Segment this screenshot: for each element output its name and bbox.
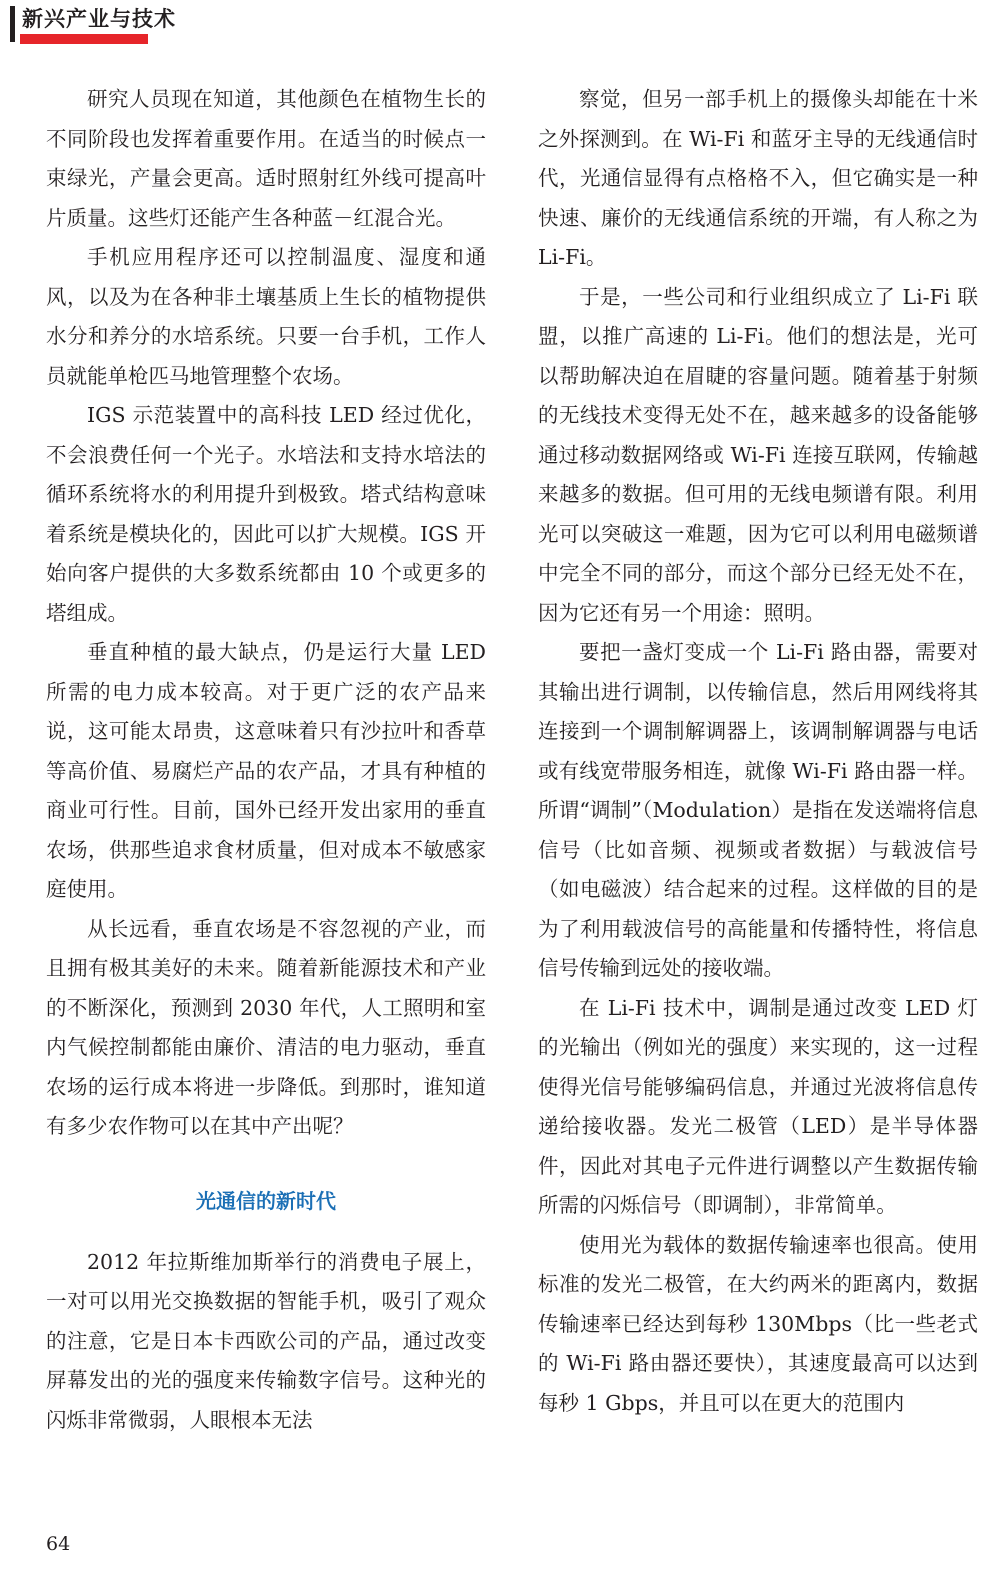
section-title: 新兴产业与技术 bbox=[22, 7, 176, 31]
page-number: 64 bbox=[46, 1533, 71, 1555]
paragraph-text: 于是，一些公司和行业组织成立了 Li-Fi 联盟，以推广高速的 Li-Fi。他们的想法是， bbox=[538, 284, 978, 348]
paragraph: 研究人员现在知道，其他颜色在植物生长的不同阶段也发挥着重要作用。在适当的时候点一束绿光，产量会更高。适时照射红外线可提高叶片质量。这些灯还能产生各种蓝－红混合光。 bbox=[46, 87, 486, 230]
paragraph: IGS 示范装置中的高科技 LED 经过优化，不会浪费任何一个光子。水培法和支持水培法的循环系统将水的利用提升到极致。塔式结构意味着系统是模块化的，因此可以扩大规模。IGS 开始向客户提供的大多数系统都由 10 个或更多的塔组成。 bbox=[46, 403, 486, 625]
section-heading: 光通信的新时代 bbox=[196, 1188, 336, 1213]
paragraph bbox=[538, 1226, 978, 1424]
paragraph: 手机应用程序还可以控制温度、湿度和通风，以及为在各种非土壤基质上生长的植物提供水分和养分的水培系统。只要一台手机，工作人员就能单枪匹马地管理整个农场。 bbox=[46, 245, 486, 388]
paragraph: 察觉，但另一部手机上的摄像头却能在十米之外探测到。在 Wi-Fi 和蓝牙主导的无线通信时代，光通信显得有点格格不入，但它确实是一种快速、廉价的无线通信系统的开端，有人称之为 Li-Fi。 bbox=[538, 87, 978, 269]
header-vertical-bar bbox=[10, 6, 15, 42]
left-column bbox=[46, 80, 486, 1440]
page-header bbox=[0, 0, 1000, 50]
header-red-rule bbox=[20, 34, 148, 44]
paragraph-text: 。随着基于射频的无线技术变得无处不在，越来越多的设备能够通过移动数据网络或 Wi-Fi 连接互联网，传输越来越多的数据。但可用的无线电频谱有限。利用光可以突破这一难题，因为它可以利用电磁频谱中完全不同的部分，而这个部分已经无处不在，因为它还有另一个用途：照明。 bbox=[538, 363, 979, 625]
paragraph: 要把一盏灯变成一个 Li-Fi 路由器，需要对其输出进行调制，以传输信息，然后用网线将其连接到一个调制解调器上，该调制解调器与电话或有线宽带服务相连，就像 Wi-Fi 路由器一样。所谓“调制”（Modulation）是指在发送端将信息信号（比如音频、视频或者数据）与载波信号（如电磁波）结合起来的过程。这样做的目的是为了利用载波信号的高能量和传播特性，将信息信号传输到远处的接收端。 bbox=[538, 640, 978, 980]
paragraph: 在 Li-Fi 技术中，调制是通过改变 LED 灯的光输出（例如光的强度）来实现的，这一过程使得光信号能够编码信息，并通过光波将信息传递给接收器。发光二极管（LED）是半导体器件，因此对其电子元件进行调整以产生数据传输所需的闪烁信号（即调制），非常简单。 bbox=[538, 995, 978, 1217]
paragraph: 2012 年拉斯维加斯举行的消费电子展上，一对可以用光交换数据的智能手机，吸引了观众的注意，它是日本卡西欧公司的产品，通过改变屏幕发出的光的强度来传输数字信号。这种光的闪烁非常微弱，人眼根本无法 bbox=[46, 1249, 486, 1432]
paragraph bbox=[538, 278, 978, 634]
right-column bbox=[538, 80, 978, 1423]
paragraph-text: 。使用标准的发光二极管，在大约两米的距离内，数据传输速率已经达到每秒 130Mbps（比一些老式的 Wi-Fi 路由器还要快），其速度最高可以达到每秒 1 Gbps，并且可以在更大的范围内 bbox=[538, 1232, 979, 1415]
highlight-text: 使用光为载体的数据传输速率也很高 bbox=[579, 1232, 916, 1257]
paragraph: 垂直种植的最大缺点，仍是运行大量 LED 所需的电力成本较高。对于更广泛的农产品来说，这可能太昂贵，这意味着只有沙拉叶和香草等高价值、易腐烂产品的农产品，才具有种植的商业可行性。目前，国外已经开发出家用的垂直农场，供那些追求食材质量，但对成本不敏感家庭使用。 bbox=[46, 640, 486, 901]
highlight-text: 光可以帮助解决迫在眉睫的容量问题 bbox=[538, 324, 978, 388]
paragraph: 从长远看，垂直农场是不容忽视的产业，而且拥有极其美好的未来。随着新能源技术和产业的不断深化，预测到 2030 年代，人工照明和室内气候控制都能由廉价、清洁的电力驱动，垂直农场的运行成本将进一步降低。到那时，谁知道有多少农作物可以在其中产出呢？ bbox=[46, 916, 486, 1138]
